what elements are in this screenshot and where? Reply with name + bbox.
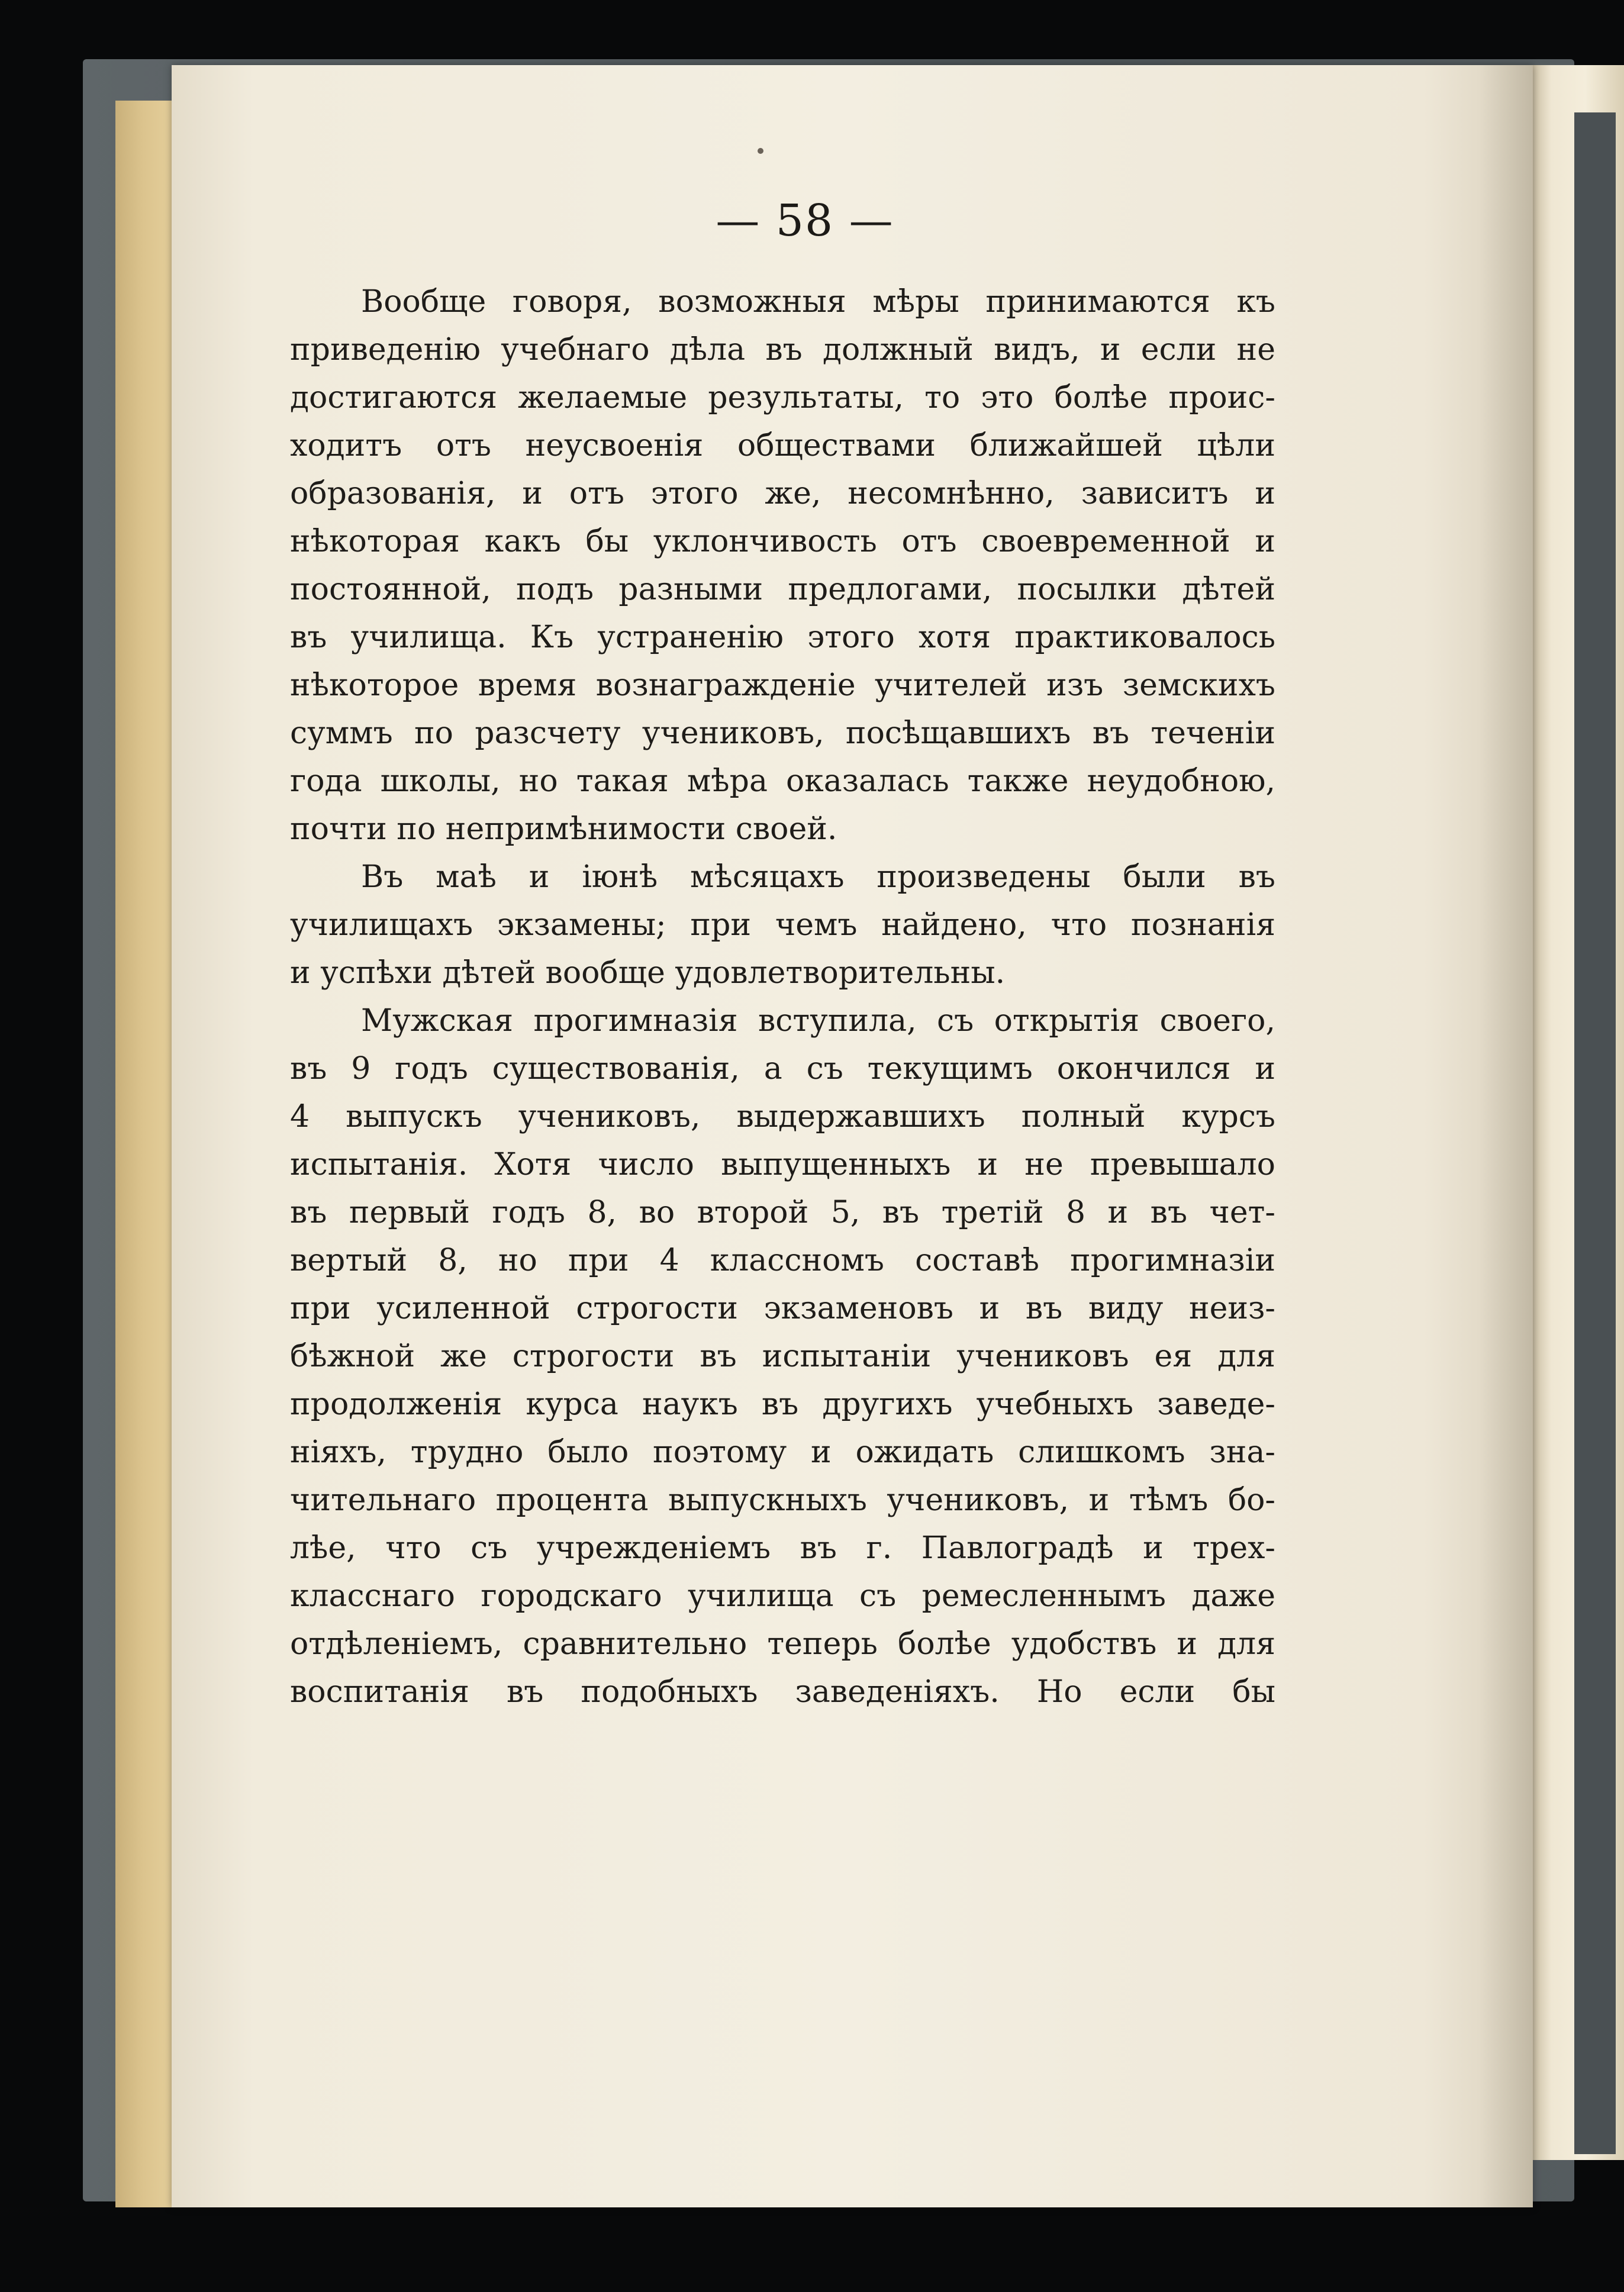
text-line: бѣжной же строгости въ испытаніи учениковъ ея для — [290, 1339, 1275, 1374]
text-line: суммъ по разсчету учениковъ, посѣщавшихъ въ теченіи — [290, 715, 1275, 751]
text-line: Въ маѣ и іюнѣ мѣсяцахъ произведены были въ — [361, 859, 1275, 895]
text-line: чительнаго процента выпускныхъ учениковъ, и тѣмъ бо- — [290, 1482, 1275, 1518]
page-number: — 58 — — [716, 195, 894, 246]
paper-speck — [758, 148, 763, 154]
text-line: постоянной, подъ разными предлогами, посылки дѣтей — [290, 572, 1275, 607]
text-line: испытанія. Хотя число выпущенныхъ и не превышало — [290, 1147, 1275, 1182]
text-line: продолженія курса наукъ въ другихъ учебныхъ заведе- — [290, 1387, 1275, 1422]
text-line: Мужская прогимназія вступила, съ открытія своего, — [361, 1003, 1275, 1039]
text-line: года школы, но такая мѣра оказалась также неудобною, — [290, 763, 1275, 799]
text-line: образованія, и отъ этого же, несомнѣнно, зависитъ и — [290, 476, 1275, 511]
text-line: при усиленной строгости экзаменовъ и въ виду неиз- — [290, 1291, 1275, 1326]
text-line: нѣкоторое время вознагражденіе учителей изъ земскихъ — [290, 668, 1275, 703]
text-line: въ первый годъ 8, во второй 5, въ третій 8 и въ чет- — [290, 1195, 1275, 1230]
text-line: достигаются желаемые результаты, то это болѣе проис- — [290, 380, 1275, 415]
text-line: въ училища. Къ устраненію этого хотя практиковалось — [290, 620, 1275, 655]
spine-shadow — [1480, 65, 1533, 2207]
text-line: класснаго городскаго училища съ ремесленнымъ даже — [290, 1578, 1275, 1614]
text-line: вертый 8, но при 4 классномъ составѣ прогимназіи — [290, 1243, 1275, 1278]
text-line: нѣкоторая какъ бы уклончивость отъ своевременной и — [290, 524, 1275, 559]
text-line: Вообще говоря, возможныя мѣры принимаются къ — [361, 284, 1275, 320]
text-line: 4 выпускъ учениковъ, выдержавшихъ полный курсъ — [290, 1099, 1275, 1134]
text-line: ходитъ отъ неусвоенія обществами ближайшей цѣли — [290, 428, 1275, 463]
text-line: въ 9 годъ существованія, а съ текущимъ окончился и — [290, 1051, 1275, 1087]
text-line: приведенію учебнаго дѣла въ должный видъ, и если не — [290, 332, 1275, 368]
text-line: почти по непримѣнимости своей. — [290, 811, 837, 847]
text-line: училищахъ экзамены; при чемъ найдено, что познанія — [290, 907, 1275, 943]
text-line: отдѣленіемъ, сравнительно теперь болѣе удобствъ и для — [290, 1626, 1275, 1662]
text-line: лѣе, что съ учрежденіемъ въ г. Павлоградѣ и трех- — [290, 1530, 1275, 1566]
text-line: воспитанія въ подобныхъ заведеніяхъ. Но если бы — [290, 1674, 1275, 1710]
cover-right-strip — [1574, 112, 1616, 2154]
text-line: и успѣхи дѣтей вообще удовлетворительны. — [290, 955, 1006, 991]
text-line: ніяхъ, трудно было поэтому и ожидать слишкомъ зна- — [290, 1434, 1275, 1470]
body-text — [290, 278, 1275, 1716]
